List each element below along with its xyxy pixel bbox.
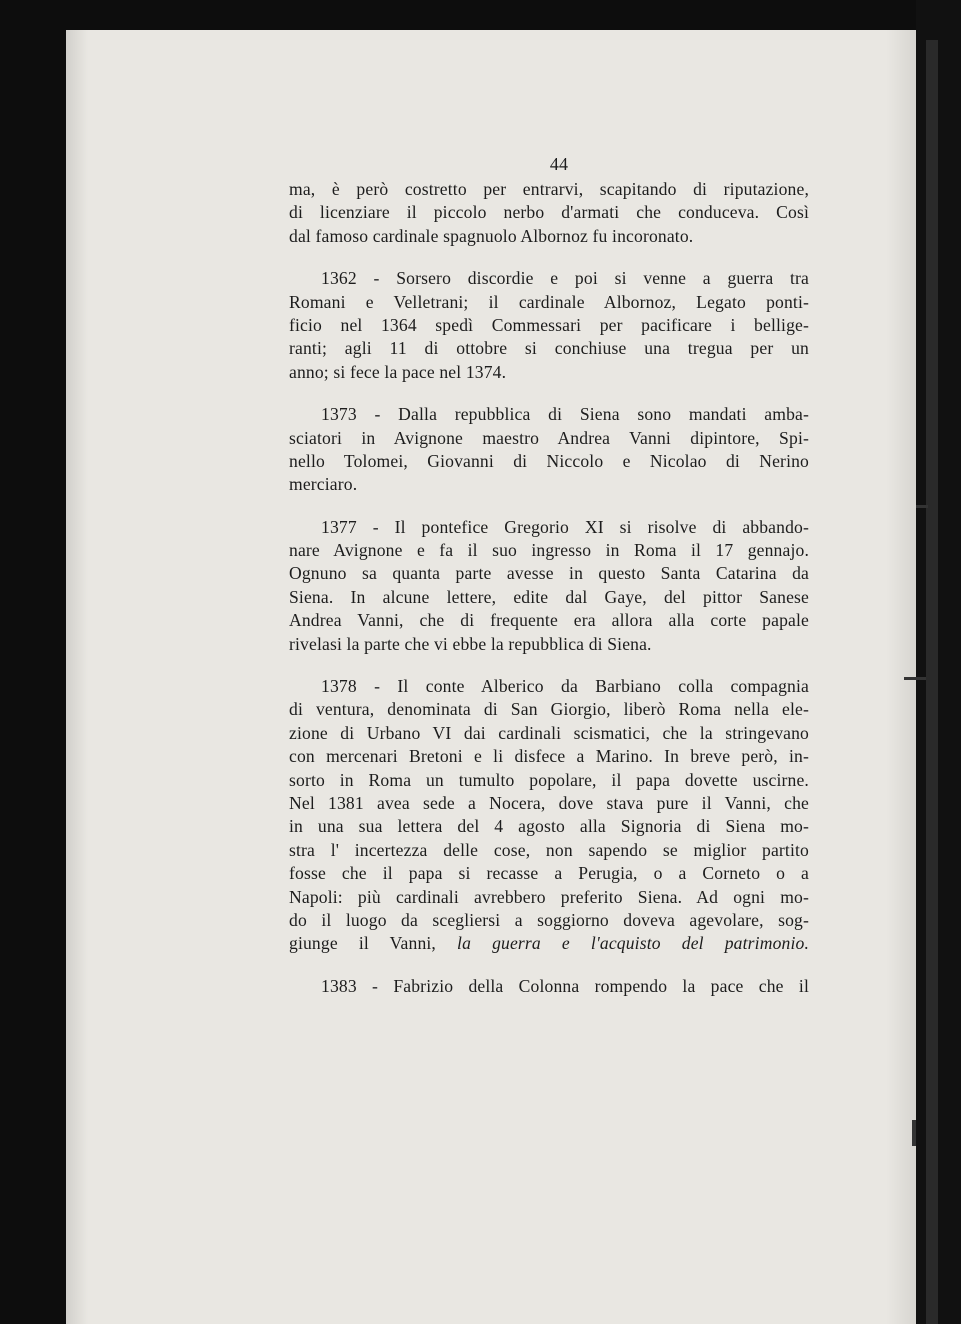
paragraph-1383 xyxy=(289,975,809,998)
text-line: do il luogo da scegliersi a soggiorno doveva agevolare, sog- xyxy=(289,909,809,930)
paragraph-1362 xyxy=(289,267,809,384)
text-line: sorto in Roma un tumulto popolare, il papa dovette uscirne. xyxy=(289,769,809,790)
paragraph-1377 xyxy=(289,516,809,656)
text-line: 1373 - Dalla repubblica di Siena sono mandati amba- xyxy=(321,404,809,425)
text-line: in una sua lettera del 4 agosto alla Signoria di Siena mo- xyxy=(289,816,809,837)
text-line: 1362 - Sorsero discordie e poi si venne a guerra tra xyxy=(321,268,809,289)
margin-mark xyxy=(904,677,926,680)
scan-right-edge xyxy=(916,0,961,1324)
paragraph-1378 xyxy=(289,675,809,956)
text-line: nello Tolomei, Giovanni di Niccolo e Nicolao di Nerino xyxy=(289,450,809,471)
next-page-edge xyxy=(926,40,938,1324)
text-line: rivelasi la parte che vi ebbe la repubblica di Siena. xyxy=(289,633,652,654)
text-line: stra l' incertezza delle cose, non sapendo se miglior partito xyxy=(289,839,809,860)
text-line: 1378 - Il conte Alberico da Barbiano colla compagnia xyxy=(321,676,809,697)
text-line: dal famoso cardinale spagnuolo Albornoz fu incoronato. xyxy=(289,225,694,246)
text-line: Siena. In alcune lettere, edite dal Gaye, del pittor Sanese xyxy=(289,586,809,607)
text-line: ma, è però costretto per entrarvi, scapitando di riputazione, xyxy=(289,179,809,199)
text-line: di licenziare il piccolo nerbo d'armati che conduceva. Così xyxy=(289,202,809,223)
page-number: 44 xyxy=(549,154,569,174)
text-line: 1383 - Fabrizio della Colonna rompendo la pace che il xyxy=(321,975,809,996)
text-line xyxy=(289,932,809,955)
text-line: Napoli: più cardinali avrebbero preferito Siena. Ad ogni mo- xyxy=(289,886,809,907)
margin-mark xyxy=(916,505,928,508)
text-line: Romani e Velletrani; il cardinale Albornoz, Legato ponti- xyxy=(289,291,809,312)
text-line: di ventura, denominata di San Giorgio, liberò Roma nella ele- xyxy=(289,699,809,720)
text-line: anno; si fece la pace nel 1374. xyxy=(289,361,507,382)
text-line: ranti; agli 11 di ottobre si conchiuse una tregua per un xyxy=(289,338,809,359)
text-line: Nel 1381 avea sede a Nocera, dove stava pure il Vanni, che xyxy=(289,792,809,813)
text-line: 1377 - Il pontefice Gregorio XI si risolve di abbando- xyxy=(321,516,809,537)
paragraph-1373 xyxy=(289,403,809,497)
text-line: Ognuno sa quanta parte avesse in questo Santa Catarina da xyxy=(289,563,809,584)
text-line: merciaro. xyxy=(289,474,358,495)
text-line: ficio nel 1364 spedì Commessari per pacificare i bellige- xyxy=(289,314,809,335)
page-text xyxy=(289,150,809,1017)
text-line: sciatori in Avignone maestro Andrea Vanni dipintore, Spi- xyxy=(289,427,809,448)
margin-mark xyxy=(912,1120,916,1146)
paragraph-intro xyxy=(289,178,809,248)
italic-quote: la guerra e l'acquisto del patrimonio. xyxy=(457,933,809,954)
text-line: nare Avignone e fa il suo ingresso in Roma il 17 gennajo. xyxy=(289,540,809,561)
text-line: zione di Urbano VI dai cardinali scismatici, che la stringevano xyxy=(289,722,809,743)
text-line: Andrea Vanni, che di frequente era allora alla corte papale xyxy=(289,610,809,631)
text-line: fosse che il papa si recasse a Perugia, o a Corneto o a xyxy=(289,863,809,884)
text-line: con mercenari Bretoni e li disfece a Marino. In breve però, in- xyxy=(289,746,809,767)
text-run: giunge il Vanni, xyxy=(289,933,436,954)
